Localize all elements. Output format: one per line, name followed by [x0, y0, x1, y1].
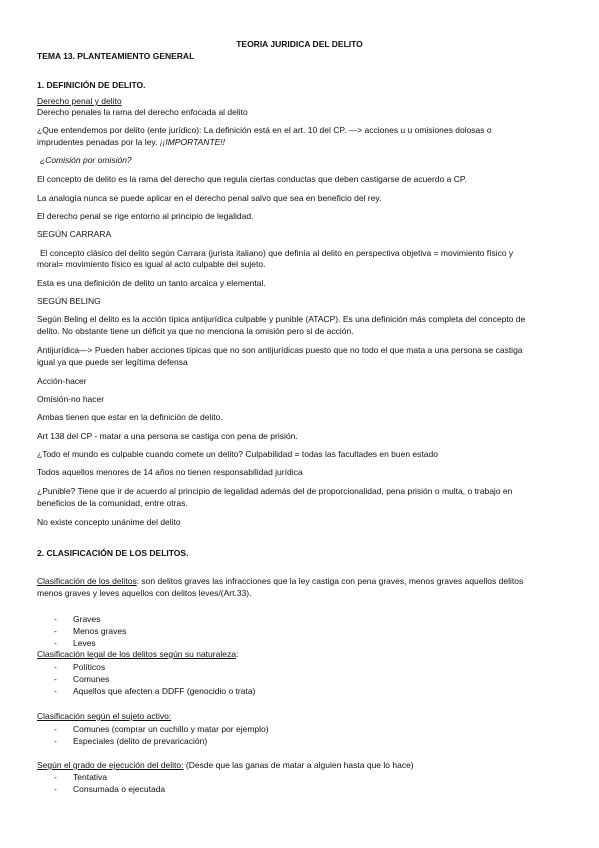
- list-item: - Leves: [54, 638, 96, 648]
- list-item: - Consumada o ejecutada: [54, 784, 166, 794]
- paragraph: delito. No obstante tiene un déficit ya que no menciona la omisión pero si de acción.: [37, 326, 354, 336]
- subheading-carrara: SEGÚN CARRARA: [37, 229, 112, 239]
- topic-heading: TEMA 13. PLANTEAMIENTO GENERAL: [37, 51, 195, 61]
- paragraph: No existe concepto unánime del delito: [37, 517, 181, 527]
- paragraph: El concepto de delito es la rama del derecho que regula ciertas conductas que deben castigarse de acuerdo a CP.: [37, 174, 467, 184]
- paragraph: igual ya que puede ser legítima defensa: [37, 357, 188, 367]
- paragraph: Ambas tienen que estar en la definición de delito.: [37, 412, 223, 422]
- classification-heading: Clasificación legal de los delitos según su naturaleza:: [37, 649, 239, 659]
- paragraph: El derecho penal se rige entorno al principio de legalidad.: [37, 211, 254, 221]
- paragraph: Art 138 del CP - matar a una persona se castiga con pena de prisión.: [37, 431, 298, 441]
- list-item: - Políticos: [54, 662, 106, 672]
- paragraph: Acción-hacer: [37, 376, 87, 386]
- paragraph: Todos aquellos menores de 14 años no tienen responsabilidad jurídica: [37, 467, 303, 477]
- paragraph: La analogía nunca se puede aplicar en el derecho penal salvo que sea en beneficio del rey.: [37, 193, 382, 203]
- list-item: - Tentativa: [54, 772, 108, 782]
- paragraph: Derecho penales la rama del derecho enfocada al delito: [37, 107, 248, 117]
- section-2-heading: 2. CLASIFICACIÓN DE LOS DELITOS.: [37, 548, 189, 558]
- paragraph: imprudentes penadas por la ley. ¡¡IMPORTANTE!!: [37, 137, 226, 147]
- subheading-derecho-penal: Derecho penal y delito: [37, 96, 122, 106]
- paragraph: beneficios de la comunidad, entre otras.: [37, 498, 188, 508]
- paragraph: Clasificación de los delitos: son delitos graves las infracciones que la ley castiga con pena graves, menos graves aquellos delitos: [37, 576, 524, 586]
- list-item: - Comunes: [54, 674, 110, 684]
- paragraph: ¿Que entendemos por delito (ente jurídico): La definición está en el art. 10 del CP. —> acciones u u omisiones dolosas o: [37, 125, 492, 135]
- important-note: ¡¡IMPORTANTE!!: [159, 137, 226, 147]
- paragraph: Según Beling el delito es la acción típica antijurídica culpable y punible (ATACP). Es una definición más completa del concepto de: [37, 314, 526, 324]
- classification-label: Clasificación de los delitos: [37, 576, 137, 586]
- document-title: TEORIA JURIDICA DEL DELITO: [236, 39, 363, 49]
- list-item: - Comunes (comprar un cuchillo y matar por ejemplo): [54, 724, 269, 734]
- classification-heading: Según el grado de ejecución del delito: (Desde que las ganas de matar a alguien hasta que lo hace): [37, 760, 414, 770]
- list-item: - Aquellos que afecten a DDFF (genocidio o trata): [54, 686, 256, 696]
- list-item: - Menos graves: [54, 626, 127, 636]
- paragraph: menos graves y leves aquellos con delitos leves/(Art.33).: [37, 588, 252, 598]
- paragraph: Antijurídica—> Pueden haber acciones típicas que no son antijurídicas puesto que no todo el que mata a una persona se castiga: [37, 345, 523, 355]
- paragraph: moral= movimiento físico es igual al acto culpable del sujeto.: [37, 259, 266, 269]
- list-item: - Graves: [54, 614, 101, 624]
- classification-heading: Clasificación según el sujeto activo:: [37, 711, 172, 721]
- list-item: - Especiales (delito de prevaricación): [54, 736, 208, 746]
- paragraph: Esta es una definición de delito un tanto arcaica y elemental.: [37, 278, 266, 288]
- paragraph: Omisión-no hacer: [37, 394, 105, 404]
- paragraph: El concepto clásico del delito según Carrara (jurista italiano) que definía al delito en perspectiva objetiva = movimiento físico y: [40, 248, 514, 258]
- section-1-heading: 1. DEFINICIÓN DE DELITO.: [37, 80, 146, 90]
- paragraph: ¿Punible? Tiene que ir de acuerdo al principio de legalidad además del de proporcionalidad, pena prisión o multa, o trabajo en: [37, 486, 513, 496]
- paragraph: ¿Todo el mundo es culpable cuando comete un delito? Culpabilidad = todas las facultades en buen estado: [37, 449, 438, 459]
- subheading-beling: SEGÚN BELING: [37, 296, 101, 306]
- question-comision-omision: ¿Comisión por omisión?: [40, 155, 132, 165]
